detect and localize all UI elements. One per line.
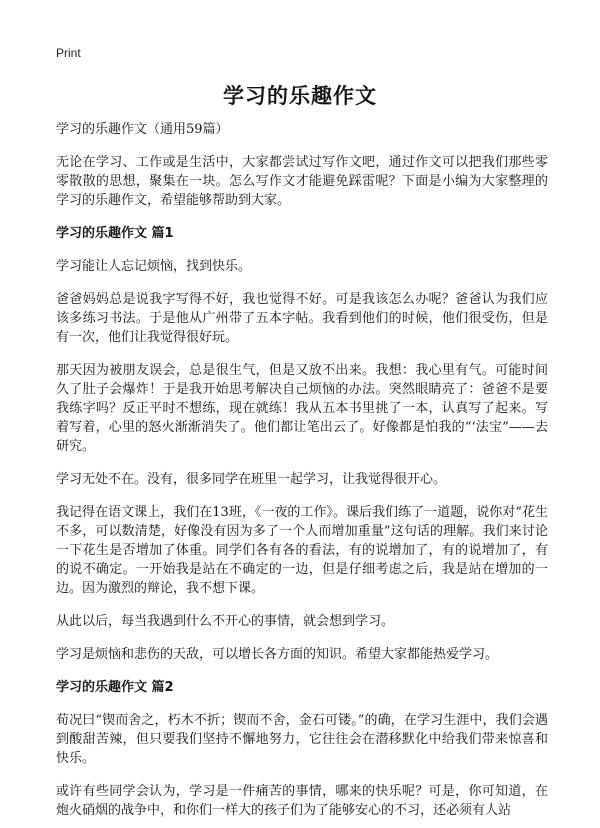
section-heading-2: 学习的乐趣作文 篇2 [56, 680, 174, 695]
section-1-paragraph: 我记得在语文课上，我们在13班，《一夜的工作》。课后我们练了一道题，说你对“花生不多，可以数清楚，好像没有因为多了一个人而增加重量”这句话的理解。我们来讨论一下花生是否增加了体重。同学们各有各的看法，有的说增加了，有的说增加了，有的说不确定。一开始我是站在不确定的一边，但是仔细考虑之后，我是站在增加的一边。因为激烈的辩论，我不想下课。 [56, 505, 548, 596]
section-1-paragraph: 学习是烦恼和悲伤的天敌，可以增长各方面的知识。希望大家都能热爱学习。 [56, 647, 499, 662]
section-1-paragraph: 爸爸妈妈总是说我字写得不好，我也觉得不好。可是我该怎么办呢？爸爸认为我们应该多练习书法。于是他从广州带了五本字帖。我看到他们的时候，他们很受伤，但是有一次，他们让我觉得很好玩。 [56, 292, 548, 345]
section-heading-1: 学习的乐趣作文 篇1 [56, 226, 174, 241]
article-body [56, 120, 548, 828]
section-1-paragraph: 那天因为被朋友误会，总是很生气，但是又放不出来。我想：我心里有气。可能时间久了肚子会爆炸！于是我开始思考解决自己烦恼的办法。突然眼睛亮了：爸爸不是要我练字吗？反正平时不想练，现在就练！我从五本书里挑了一本，认真写了起来。写着写着，心里的怒火渐渐消失了。他们都让笔出云了。好像都是怕我的“‘法宝”——去研究。 [56, 363, 548, 454]
section-1-paragraph: 从此以后，每当我遇到什么不开心的事情，就会想到学习。 [56, 614, 395, 629]
intro-paragraph: 无论在学习、工作或是生活中，大家都尝试过写作文吧，通过作文可以把我们那些零零散散的思想，聚集在一块。怎么写作文才能避免踩雷呢？下面是小编为大家整理的学习的乐趣作文，希望能够帮助到大家。 [56, 155, 548, 208]
article-subtitle: 学习的乐趣作文（通用59篇） [56, 122, 229, 137]
page-title: 学习的乐趣作文 [223, 84, 377, 108]
print-link[interactable]: Print [56, 46, 81, 60]
section-2-paragraph: 或许有些同学会认为，学习是一件痛苦的事情，哪来的快乐呢？可是，你可知道，在炮火硝烟的战争中，和你们一样大的孩子们为了能够安心的不习，还必须有人站 [56, 784, 548, 818]
section-1-paragraph: 学习能让人忘记烦恼，找到快乐。 [56, 259, 252, 274]
section-1-paragraph: 学习无处不在。没有，很多同学在班里一起学习，让我觉得很开心。 [56, 472, 447, 487]
section-2-paragraph: 荀况曰“锲而舍之，朽木不折；锲而不舍，金石可镂。”的确，在学习生涯中，我们会遇到酸甜苦辣，但只要我们坚持不懈地努力，它往往会在潜移默化中给我们带来惊喜和快乐。 [56, 713, 548, 766]
